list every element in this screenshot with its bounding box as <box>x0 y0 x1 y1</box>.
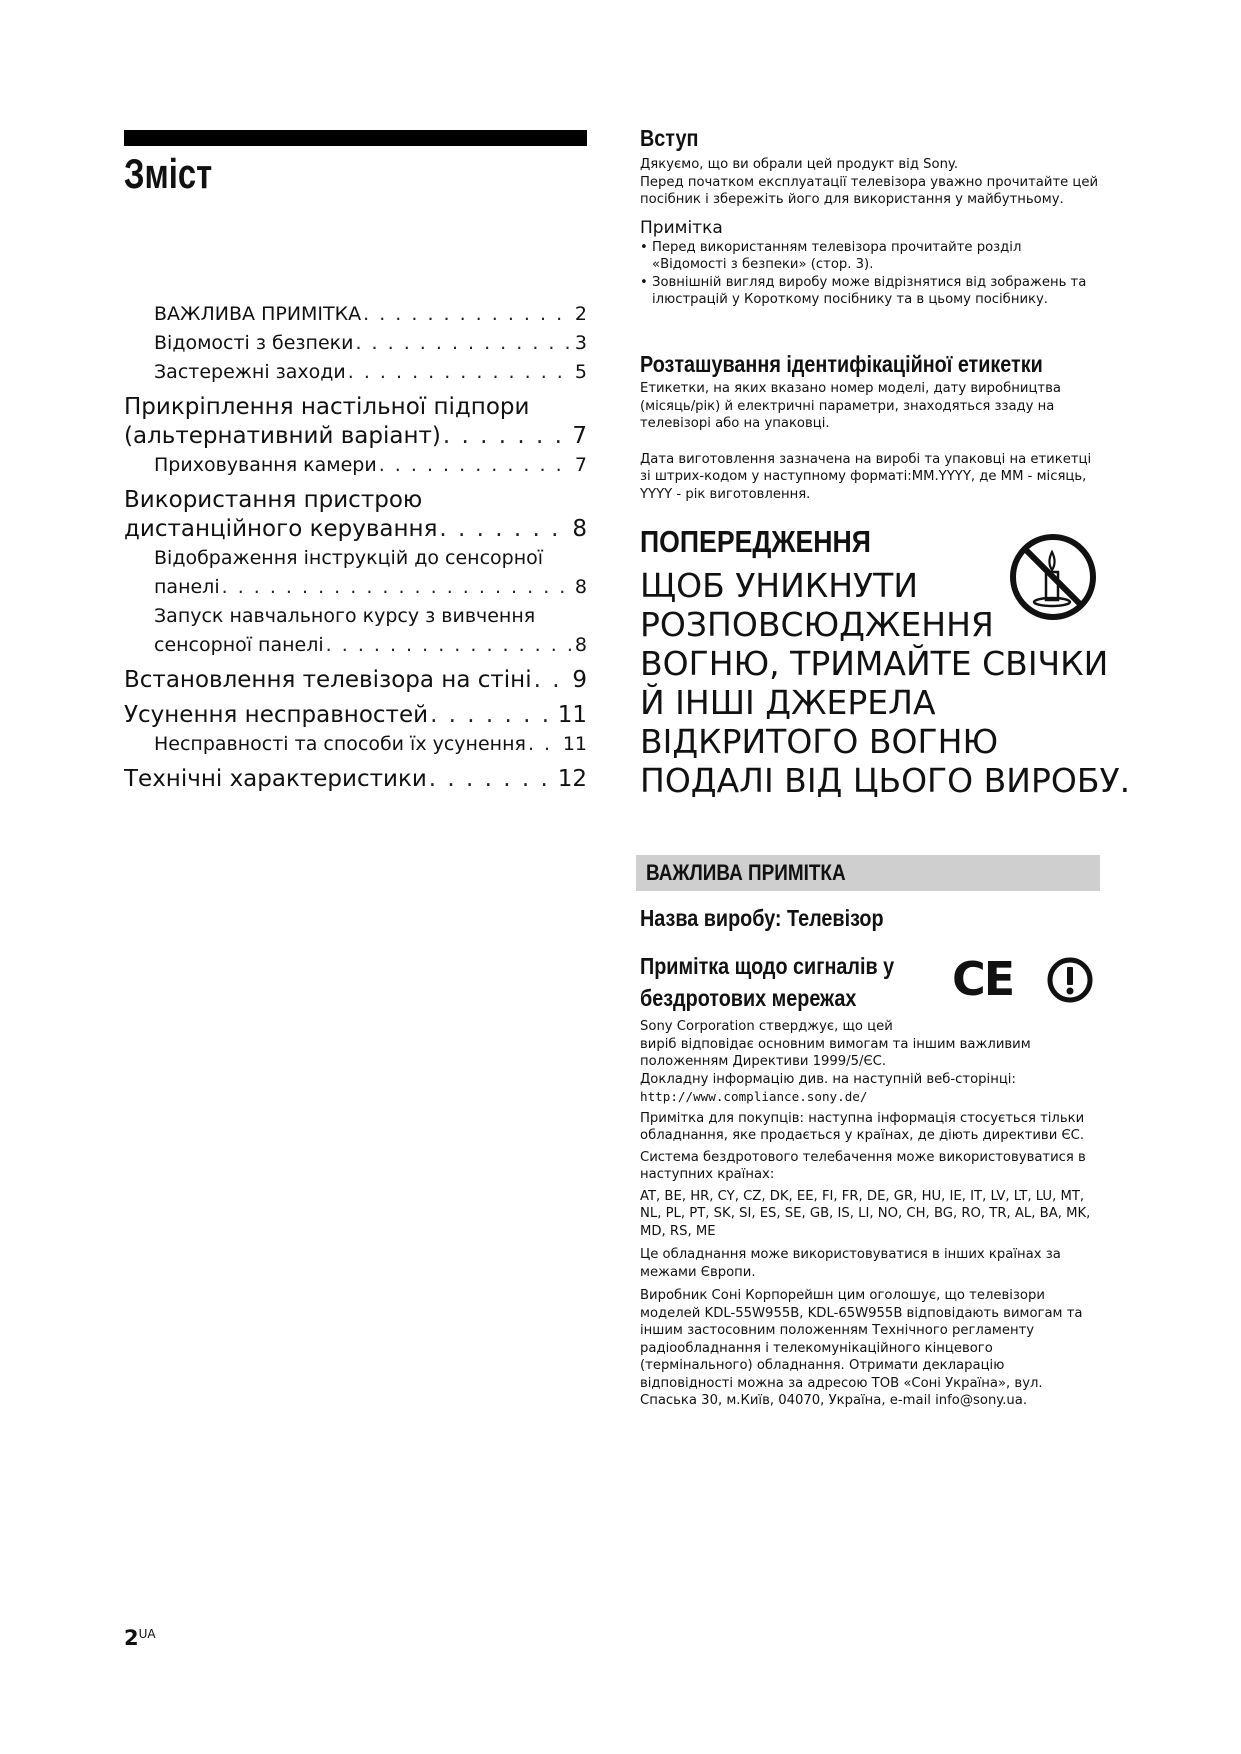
toc-entry-table-stand[interactable]: Прикріплення настільної підпори (альтернативний варіант) . . . 7 <box>124 393 587 451</box>
outside-eu-note: Це обладнання може використовуватися в інших країнах за межами Європи. <box>640 1247 1061 1280</box>
page-number: $2^{UA}$ <box>124 1626 156 1650</box>
intro-thanks: Дякуємо, що ви обрали цей продукт від Sony. <box>640 157 959 172</box>
label-paragraph-2: Дата виготовлення зазначена на виробі та упаковці на етикетці зі штрих-кодом у наступному форматі:MM.YYYY, де MM - місяць, YYYY - рік виготовлення. <box>640 451 1092 502</box>
warning-line: ВІДКРИТОГО ВОГНЮ <box>640 722 999 761</box>
warning-line: ПОДАЛІ ВІД ЦЬОГО ВИРОБУ. <box>640 761 1131 800</box>
important-note-title: ВАЖЛИВА ПРИМІТКА <box>646 860 846 885</box>
label-paragraph-1: Етикетки, на яких вказано номер моделі, дату виробництва (місяць/рік) й електричні параметри, знаходяться ззаду на телевізорі або на упаковці. <box>640 381 1061 431</box>
intro-paragraph: Перед початком експлуатації телевізора уважно прочитайте цей посібник і збережіть його для використання у майбутньому. <box>640 174 1099 207</box>
declaration: Виробник Соні Корпорейшн цим оголошує, що телевізори моделей KDL-55W955B, KDL-65W955B відповідають вимогам та іншим застосовним положенням Технічного регламенту радіообладнання і телекомунікаційного кінцевого (термінального) обладнання. Отримати декларацію відповідності можна за адресою ТОВ «Соні Україна», вул. Спаська 30, м.Київ, 04070, Україна, e-mail info@sony.ua. <box>640 1288 1083 1408</box>
toc-entry-problems-solutions[interactable]: Несправності та способи їх усунення . . . 11 <box>124 730 587 759</box>
toc-title: Зміст <box>124 150 213 197</box>
compliance-url[interactable]: http://www.compliance.sony.de/ <box>640 1089 868 1104</box>
table-of-contents <box>124 300 587 794</box>
toc-entry-wall-mount[interactable]: Встановлення телевізора на стіні . . . 9 <box>124 666 587 695</box>
wireless-heading-line-2: бездротових мережах <box>640 985 857 1011</box>
toc-entry-important-note[interactable]: ВАЖЛИВА ПРИМІТКА . . . 2 <box>124 300 587 329</box>
warning-line: ЩОБ УНИКНУТИ <box>640 566 919 605</box>
warning-line: ВОГНЮ, ТРИМАЙТЕ СВІЧКИ <box>640 644 1109 683</box>
toc-header-bar <box>124 130 587 146</box>
intro-note-heading: Примітка <box>640 217 723 238</box>
list-item: • Зовнішній вигляд виробу може відрізнятися від зображень та ілюстрацій у Короткому посібнику та в цьому посібнику. <box>640 274 1100 309</box>
toc-entry-touchpad-tutorial[interactable]: Запуск навчального курсу з вивчення сенсорної панелі . . . 8 <box>124 602 587 660</box>
country-codes: AT, BE, HR, CY, CZ, DK, EE, FI, FR, DE, GR, HU, IE, IT, LV, LT, LU, MT, NL, PL, PT, SK, SI, ES, SE, GB, IS, LI, NO, CH, BG, RO, TR, AL, BA, MK, MD, RS, ME <box>640 1188 1091 1239</box>
toc-entry-troubleshooting[interactable]: Усунення несправностей . . . 11 <box>124 701 587 730</box>
alert-class-icon <box>1046 956 1094 1004</box>
warning-title: ПОПЕРЕДЖЕННЯ <box>640 524 871 559</box>
important-section <box>640 904 1100 1410</box>
toc-entry-touchpad-guide[interactable]: Відображення інструкцій до сенсорної панелі . . . 8 <box>124 544 587 602</box>
label-heading: Розташування ідентифікаційної етикетки <box>640 351 1043 377</box>
no-open-flame-icon <box>1008 532 1098 622</box>
more-info: Докладну інформацію див. на наступній веб-сторінці: <box>640 1071 1016 1087</box>
important-note-bar <box>636 855 1100 891</box>
intro-section <box>640 124 1100 309</box>
toc-entry-specifications[interactable]: Технічні характеристики . . . 12 <box>124 765 587 794</box>
toc-entry-safety-info[interactable]: Відомості з безпеки . . . 3 <box>124 329 587 358</box>
toc-entry-hide-camera[interactable]: Приховування камери . . . 7 <box>124 451 587 480</box>
warning-line: РОЗПОВСЮДЖЕННЯ <box>640 605 994 644</box>
product-name: Назва виробу: Телевізор <box>640 905 884 931</box>
toc-entry-precautions[interactable]: Застережні заходи . . . 5 <box>124 358 587 387</box>
buyers-note: Примітка для покупців: наступна інформація стосується тільки обладнання, яке продається у країнах, де діють директиви ЄС. <box>640 1110 1085 1143</box>
ce-mark-icon: CE <box>952 952 1014 1006</box>
intro-note-list <box>640 239 1100 309</box>
sony-statement: виріб відповідає основним вимогам та іншим важливим положенням Директиви 1999/5/ЄС. <box>640 1036 1031 1069</box>
list-item: • Перед використанням телевізора прочитайте розділ «Відомості з безпеки» (стор. 3). <box>640 239 1100 274</box>
label-section <box>640 350 1100 503</box>
sony-statement-line-1: Sony Corporation стверджує, що цей <box>640 1019 893 1034</box>
system-note: Система бездротового телебачення може використовуватися в наступних країнах: <box>640 1149 1086 1182</box>
wireless-heading-line-1: Примітка щодо сигналів у <box>640 953 895 979</box>
warning-line: Й ІНШІ ДЖЕРЕЛА <box>640 683 936 722</box>
toc-entry-remote-control[interactable]: Використання пристрою дистанційного керування . . . 8 <box>124 486 587 544</box>
intro-heading: Вступ <box>640 125 699 151</box>
